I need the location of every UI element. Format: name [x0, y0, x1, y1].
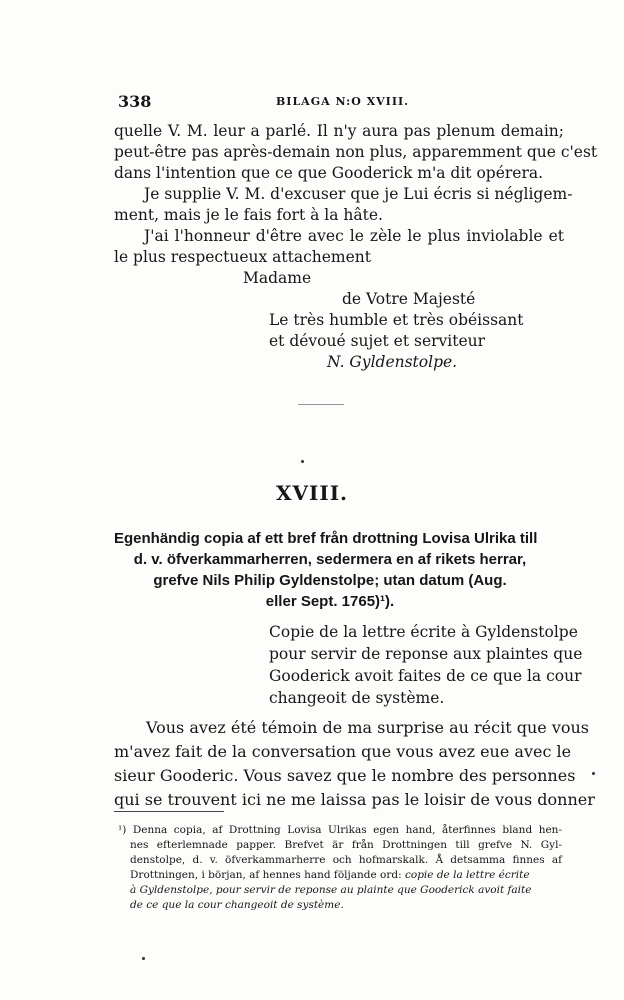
body-line: qui se trouvent ici ne me laissa pas le loisir de vous donner: [114, 790, 595, 809]
copie-note-line: Gooderick avoit faites de ce que la cour: [269, 667, 582, 685]
footnote-line: [130, 868, 562, 884]
text-line: J'ai l'honneur d'être avec le zèle le plus inviolable et: [144, 227, 564, 245]
closing-devoted: et dévoué sujet et serviteur: [269, 332, 486, 350]
footnote-text: Drottningen, i början, af hennes hand följande ord:: [130, 869, 402, 881]
text-line: ment, mais je le fais fort à la hâte.: [114, 206, 383, 224]
subtitle-line: grefve Nils Philip Gyldenstolpe; utan datum (Aug.: [153, 572, 507, 589]
page-header: [118, 92, 562, 114]
text-line: le plus respectueux attachement: [114, 248, 372, 266]
separator-rule: [298, 404, 344, 405]
text-line: quelle V. M. leur a parlé. Il n'y aura pas plenum demain;: [114, 122, 564, 140]
page-speck: [142, 957, 145, 960]
page-number: 338: [118, 92, 152, 111]
subtitle-line: d. v. öfverkammarherren, sedermera en af rikets herrar,: [133, 551, 527, 568]
text-line: peut-être pas après-demain non plus, apparemment que c'est: [114, 143, 598, 161]
margin-mark: [592, 772, 595, 775]
text-line: dans l'intention que ce que Gooderick m'a dit opérera.: [114, 164, 544, 182]
footnote-rule: [114, 811, 224, 812]
salutation: Madame: [243, 269, 312, 287]
copie-note-line: pour servir de reponse aux plaintes que: [269, 645, 583, 663]
copie-note-line: Copie de la lettre écrite à Gyldenstolpe: [269, 623, 578, 641]
signer-name: N. Gyldenstolpe.: [327, 353, 458, 371]
body-line: sieur Gooderic. Vous savez que le nombre des personnes: [114, 766, 576, 785]
text-line: Je supplie V. M. d'excuser que je Lui écris si négligem-: [144, 185, 573, 203]
footnote-italic: copie de la lettre écrite: [405, 869, 530, 881]
subtitle-line: Egenhändig copia af ett bref från drottning Lovisa Ulrika till: [114, 530, 538, 547]
body-line: m'avez fait de la conversation que vous avez eue avec le: [114, 742, 572, 761]
subtitle-line: eller Sept. 1765)¹).: [265, 593, 395, 610]
section-numeral: XVIII.: [275, 481, 349, 505]
footnote-line: à Gyldenstolpe, pour servir de reponse au plainte que Gooderick avoit faite: [130, 884, 532, 896]
closing-humble: Le très humble et très obéissant: [269, 311, 524, 329]
body-line: Vous avez été témoin de ma surprise au récit que vous: [146, 718, 590, 737]
running-title: BILAGA N:O XVIII.: [276, 95, 409, 108]
of-majesty: de Votre Majesté: [342, 290, 476, 308]
footnote-line: denstolpe, d. v. öfverkammarherre och hofmarskalk. Å detsamma finnes af: [130, 854, 562, 866]
page-speck: [301, 460, 304, 463]
footnote-line: nes efterlemnade papper. Brefvet är från Drottningen till grefve N. Gyl-: [130, 839, 562, 851]
footnote-line: ¹) Denna copia, af Drottning Lovisa Ulrikas egen hand, återfinnes bland hen-: [118, 824, 562, 836]
footnote-line: de ce que la cour changeoit de système.: [130, 899, 344, 911]
copie-note-line: changeoit de système.: [269, 689, 445, 707]
